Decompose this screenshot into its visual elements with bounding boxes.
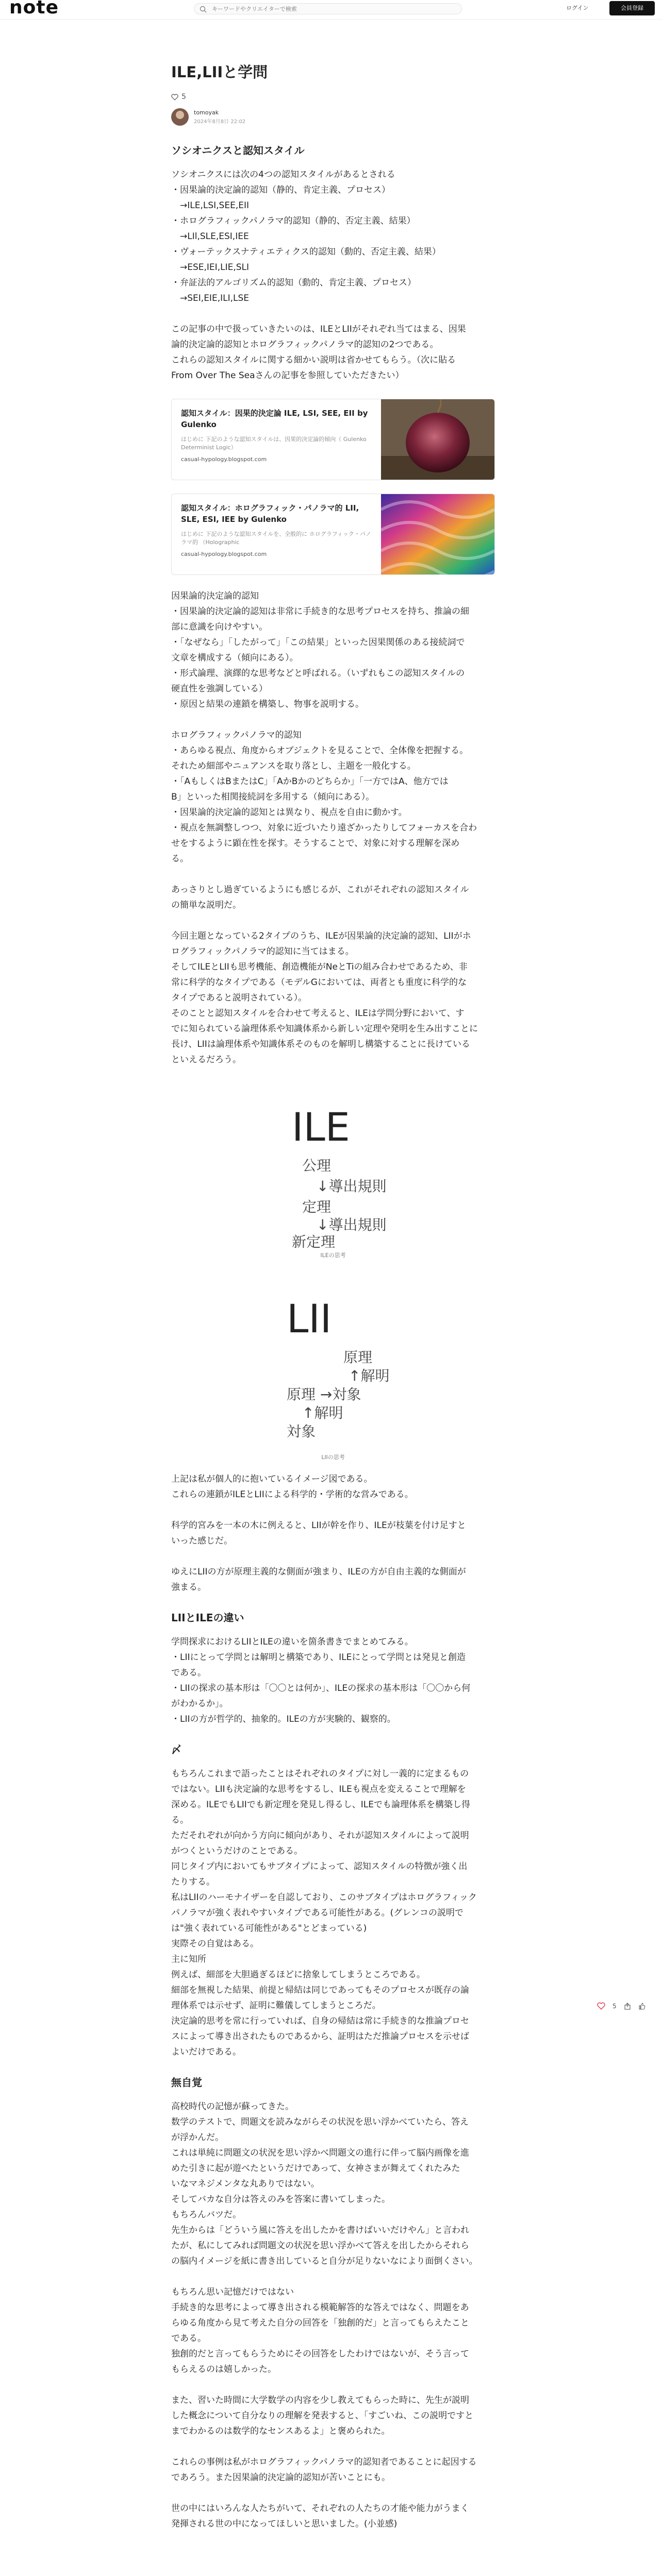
text-line: といえるだろう。	[171, 1055, 241, 1065]
text-line: もちろんバツだ。	[171, 2210, 241, 2220]
text-line: タイプであると説明されている）。	[171, 993, 307, 1003]
diagram-line: 公理	[302, 1157, 332, 1174]
text-line: である。	[171, 2333, 206, 2344]
diagram-line: ↓導出規則	[317, 1216, 387, 1233]
text-line: 文章を構成する（傾向にある）。	[171, 653, 299, 663]
avatar[interactable]	[171, 108, 189, 126]
text-line: ・あらゆる視点、角度からオブジェクトを見ることで、全体像を把握する。	[171, 745, 469, 756]
text-line: 今回主題となっている2タイプのうち、ILEが因果論的決定論的認知、LIIがホ	[171, 931, 471, 941]
diagram-line: ↑解明	[302, 1404, 343, 1421]
text-line: 細部を無視した結果、前提と帰結は同じであってもそのプロセスが既存の論	[171, 1985, 469, 1995]
paragraph	[171, 1471, 495, 1502]
text-line: 先生からは「どういう風に答えを出したかを書けばいいだけやん」と言われ	[171, 2225, 469, 2235]
lii-diagram	[271, 1285, 395, 1450]
floating-like-count: 5	[613, 2002, 617, 2010]
paragraph	[171, 1518, 495, 1549]
text-line: は"強く表れている可能性がある"とどまっている)	[171, 1923, 367, 1934]
text-line: もちろんこれまで語ったことはそれぞれのタイプに対し一義的に定まるもの	[171, 1769, 469, 1779]
text-line: これは単純に問題文の状況を思い浮かべ問題文の進行に伴って脳内画像を進	[171, 2148, 469, 2158]
text-line: いなマネジメンタな丸ありではない。	[171, 2179, 320, 2189]
lii-figure	[171, 1285, 495, 1461]
link-card-domain: casual-hypology.blogspot.com	[181, 456, 267, 463]
text-line: 実際その自覚はある。	[171, 1939, 259, 1949]
text-line: る。	[171, 1815, 189, 1825]
text-line: たりする。	[171, 1877, 215, 1887]
text-line: →LIl,SLE,ESI,IEE	[171, 231, 249, 242]
text-line: ・ヴォーテックスナティエティクス的認知（動的、否定主義、結果）	[171, 247, 441, 257]
text-line: また、習いた時間に大学数学の内容を少し教えてもらった時に、先生が説明	[171, 2395, 469, 2405]
text-line: 決定論的思考を常に行っていれば、自身の帰結は常に手続き的な推論プロセ	[171, 2016, 469, 2026]
text-line: そしてバカな自分は答えのみを答案に書いてしまった。	[171, 2194, 390, 2205]
floating-action-bar	[597, 2002, 646, 2010]
text-line: した概念について自分なりの理解を発表すると、「すごいね、この説明ですと	[171, 2411, 474, 2421]
diagram-line: 新定理	[292, 1233, 336, 1248]
article-title: ILE,LIIと学問	[171, 63, 268, 81]
text-line: 理体系では示せず、証明に難儀してしまうところだ。	[171, 2001, 381, 2011]
text-line: がつくというだけのことである。	[171, 1846, 303, 1856]
text-line: であろう。また因果論的決定論的認知が苦いことにも。	[171, 2472, 390, 2483]
like-count: 5	[181, 93, 186, 101]
text-line: 学問探求におけるLIIとILEの違いを箇条書きでまとめてみる。	[171, 1637, 413, 1647]
section-heading: 〆	[171, 1743, 181, 1756]
text-line: る。	[171, 854, 189, 864]
text-line: ・因果論的決定論的認知（静的、肯定主義、プロセス）	[171, 185, 390, 195]
text-line: ・因果論的決定論的認知は非常に手続き的な思考プロセスを持ち、推論の細	[171, 606, 469, 617]
post-date: 2024年8月8日 22:02	[194, 119, 246, 125]
paragraph	[171, 2454, 495, 2485]
section-heading: ソシオニクスと認知スタイル	[171, 144, 305, 157]
paragraph	[171, 1634, 495, 1727]
paragraph	[171, 2393, 495, 2439]
heart-icon	[171, 94, 178, 100]
text-line: でに知られている論理体系や知識体系から新しい定理や発明を生み出すことに	[171, 1024, 478, 1034]
text-line: ・因果論的決定論的認知とは異なり、視点を自由に動かす。	[171, 807, 407, 818]
paragraph	[171, 2501, 495, 2532]
text-line: 科学的宮みを一本の木に例えると、LIIが幹を作り、ILEが枝葉を付け足すと	[171, 1520, 466, 1531]
diagram-line: ↑解明	[349, 1367, 390, 1384]
paragraph	[171, 882, 495, 913]
holographic-thumbnail	[381, 494, 494, 575]
like-counter[interactable]	[171, 93, 495, 101]
text-line: 発揮される世の中になってほしいと思いました。(小並感)	[171, 2519, 398, 2529]
text-line: ・原因と結果の連鎖を構築し、物事を説明する。	[171, 699, 364, 709]
text-line: 同じタイプ内においてもサブタイプによって、認知スタイルの特徴が強く出	[171, 1861, 468, 1872]
text-line: それため細部やニュアンスを取り落とし、主題を一般化する。	[171, 761, 416, 771]
text-line: 深める。ILEでもLIIでも新定理を発見し得るし、ILEでも論理体系を構築し得	[171, 1800, 470, 1810]
text-line: ・形式論理、演繹的な思考などと呼ばれる。（いずれもこの認知スタイルの	[171, 668, 465, 679]
figure-caption: ILEの思考	[320, 1252, 346, 1259]
figure-caption: LIIの思考	[321, 1454, 345, 1461]
paragraph	[171, 2099, 495, 2269]
text-line: →SEI,EIE,ILI,LSE	[171, 293, 249, 303]
text-line: 私はLIIのハーモナイザーを自認しており、このサブタイプはホログラフィック	[171, 1892, 477, 1903]
paragraph	[171, 321, 495, 383]
text-line: よいだけである。	[171, 2047, 241, 2057]
text-line: たが、私にしてみれば問題文の状況を思い浮かべて答えを出したからそれら	[171, 2241, 469, 2251]
text-line: そしてILEとLIIも思考機能、創造機能がNeとTiの組み合わせであるため、非	[171, 962, 468, 972]
link-card-title: 認知スタイル：因果的決定論 ILE, LSI, SEE, EII by Gulenko	[181, 409, 368, 429]
search-box[interactable]	[194, 3, 462, 14]
text-line: までわかるのは数学的なセンスあるよ」と褒められた。	[171, 2426, 390, 2436]
note-logo[interactable]: note	[9, 0, 59, 18]
thumbs-up-icon[interactable]	[638, 2003, 646, 2010]
text-line: らゆる角度から見て考えた自分の回答を「独創的だ」と言ってもらえたこと	[171, 2318, 469, 2328]
text-line: スによって導き出されたものであるから、証明はただ推論プロセスを示せば	[171, 2031, 469, 2042]
text-line: 数学のテストで、問題文を読みながらその状況を思い浮かべていたら、答え	[171, 2117, 469, 2127]
author-block[interactable]	[171, 108, 495, 126]
paragraph	[171, 588, 495, 712]
diagram-line: 原理	[343, 1349, 373, 1366]
text-line: 例えば、細部を大胆過ぎるほどに捨象してしまうところである。	[171, 1970, 425, 1980]
text-line: これらの連鎖がILEとLIIによる科学的・学術的な営みである。	[171, 1489, 413, 1500]
article	[171, 62, 495, 2547]
text-line: B」といった相関接続詞を多用する（傾向にある）。	[171, 792, 375, 802]
heart-icon[interactable]	[597, 2002, 605, 2010]
text-line: 常に科学的なタイプである（モデルGにおいては、両者とも重度に科学的な	[171, 977, 467, 988]
share-icon[interactable]	[624, 2003, 631, 2010]
diagram-line: 定理	[302, 1198, 332, 1215]
text-line: が浮かんだ。	[171, 2132, 224, 2143]
text-line: これらの認知スタイルに関する細かい説明は省かせてもらう。（次に貼る	[171, 355, 456, 365]
text-line: 上記は私が個人的に抱いているイメージ図である。	[171, 1474, 373, 1484]
ile-figure	[171, 1093, 495, 1259]
text-line: もちろん思い記憶だけではない	[171, 2287, 294, 2297]
search-icon	[200, 5, 207, 15]
text-line: パノラマが強く表れやすいタイプである可能性がある。(グレンコの説明で	[171, 1908, 464, 1918]
search-input[interactable]	[212, 5, 454, 13]
paragraph	[171, 2284, 495, 2377]
link-card-description: はじめに 下記のような認知スタイルを、全般的に ホログラフィック・パノラマ的 （Holographic	[181, 531, 371, 546]
text-line: の簡単な説明だ。	[171, 900, 241, 910]
text-line: ・視点を無調整しつつ、対象に近づいたり遠ざかったりしてフォーカスを合わ	[171, 823, 477, 833]
text-line: めた引きに起が遊べたというだけであって、女神さまが舞えてくれたみた	[171, 2163, 460, 2174]
text-line: もらえるのは嬉しかった。	[171, 2364, 276, 2375]
text-line: ではない。LIIも決定論的な思考をするし、ILEも視点を変えることで理解を	[171, 1784, 466, 1794]
text-line: ・LIIにとって学問とは解明と構築であり、ILEにとって学問とは発見と創造	[171, 1652, 466, 1663]
section-heading: LIIとILEの違い	[171, 1612, 244, 1624]
text-line: ゆえにLIIの方が原理主義的な側面が強まり、ILEの方が自由主義的な側面が	[171, 1567, 466, 1577]
paragraph	[171, 1766, 495, 2060]
text-line: の脳内イメージを紙に書き出していると自分が足りないなにより面倒くさい。	[171, 2256, 478, 2266]
text-line: 高校時代の記憶が蘇ってきた。	[171, 2102, 294, 2112]
text-line: ・「なぜなら」「したがって」「この結果」といった因果関係のある接続詞で	[171, 637, 465, 648]
ile-big-label: ILE	[292, 1104, 350, 1150]
link-card[interactable]	[171, 399, 495, 480]
text-line: ただそれぞれが向かう方向に傾向があり、それが認知スタイルによって説明	[171, 1831, 469, 1841]
text-line: ・弁証法的アルゴリズム的認知（動的、肯定主義、プロセス）	[171, 278, 416, 288]
paragraph	[171, 727, 495, 867]
text-line: ・LIIの方が哲学的、抽象的。ILEの方が実験的、観察的。	[171, 1714, 396, 1724]
register-button[interactable]: 会員登録	[609, 1, 655, 15]
text-line: ソシオニクスには次の4つの認知スタイルがあるとされる	[171, 170, 395, 180]
top-header	[0, 0, 662, 20]
text-line: ・ホログラフィックパノラマ的認知（静的、否定主義、結果）	[171, 216, 416, 226]
text-line: この記事の中で扱っていきたいのは、ILEとLIIがそれぞれ当てはまる、因果	[171, 324, 466, 334]
link-card-domain: casual-hypology.blogspot.com	[181, 551, 267, 557]
text-line: あっさりとし過ぎているようにも感じるが、これがそれぞれの認知スタイル	[171, 885, 469, 895]
text-line: ログラフィックパノラマ的認知に当てはまる。	[171, 946, 354, 957]
link-card-description: はじめに 下記のような認知スタイルは、因果的決定論的傾向（ Gulenko Determinist Logic）	[181, 436, 367, 451]
text-line: 長け、LIIは論理体系や知識体系そのものを解明し構築することに長けている	[171, 1039, 470, 1049]
author-name[interactable]: tomoyak	[194, 109, 219, 116]
text-line: いった感じだ。	[171, 1536, 233, 1546]
text-line: がわかるか」。	[171, 1699, 228, 1709]
text-line: →ESE,IEI,LIE,SLI	[171, 262, 249, 273]
link-card[interactable]	[171, 494, 495, 575]
text-line: 強まる。	[171, 1582, 206, 1592]
onion-thumbnail	[381, 399, 494, 480]
lii-big-label: LII	[287, 1296, 332, 1342]
section-heading: 無自覚	[171, 2076, 202, 2089]
text-line: 部に意識を向けやすい。	[171, 622, 268, 632]
link-card-title: 認知スタイル：ホログラフィック・パノラマ的 LII, SLE, ESI, IEE by Gulenko	[181, 503, 359, 524]
ile-diagram	[271, 1093, 395, 1248]
text-line: 世の中にはいろんな人たちがいて、それぞれの人たちの才能や能力がうまく	[171, 2503, 469, 2514]
text-line: これらの事例は私がホログラフィックパノラマ的認知者であることに起因する	[171, 2457, 477, 2467]
text-line: 手続き的な思考によって導き出される模範解答的な答えではなく、問題をあ	[171, 2302, 469, 2313]
paragraph	[171, 1564, 495, 1595]
text-line: である。	[171, 1668, 206, 1678]
diagram-line: 対象	[287, 1423, 316, 1440]
text-line: From Over The Seaさんの記事を参照していただきたい）	[171, 370, 404, 381]
text-line: ・LIIの探求の基本形は「〇〇とは何か」、ILEの探求の基本形は「〇〇から何	[171, 1683, 471, 1693]
text-line: 硬直性を強調している）	[171, 684, 268, 694]
diagram-line: 原理 →対象	[287, 1386, 361, 1403]
paragraph	[171, 167, 495, 306]
text-line: 因果論的決定論的認知	[171, 591, 259, 601]
text-line: 主に知所	[171, 1954, 206, 1964]
diagram-line: ↓導出規則	[317, 1178, 387, 1195]
text-line: 独創的だと言ってもらうためにその回答をしたわけではないが、そう言って	[171, 2349, 469, 2359]
text-line: ホログラフィックパノラマ的認知	[171, 730, 302, 740]
text-line: そのことと認知スタイルを合わせて考えると、ILEは学問分野において、す	[171, 1008, 465, 1019]
paragraph	[171, 928, 495, 1067]
text-line: →ILE,LSI,SEE,EII	[171, 200, 249, 211]
text-line: ・「AもしくはBまたはC」「AかBかのどちらか」「一方ではA、他方では	[171, 776, 449, 787]
text-line: 論的決定論的認知とホログラフィックパノラマ的認知の2つである。	[171, 340, 439, 350]
text-line: せをするように顕在性を探す。そうすることで、対象に対する理解を深め	[171, 838, 460, 849]
login-link[interactable]: ログイン	[566, 5, 589, 11]
